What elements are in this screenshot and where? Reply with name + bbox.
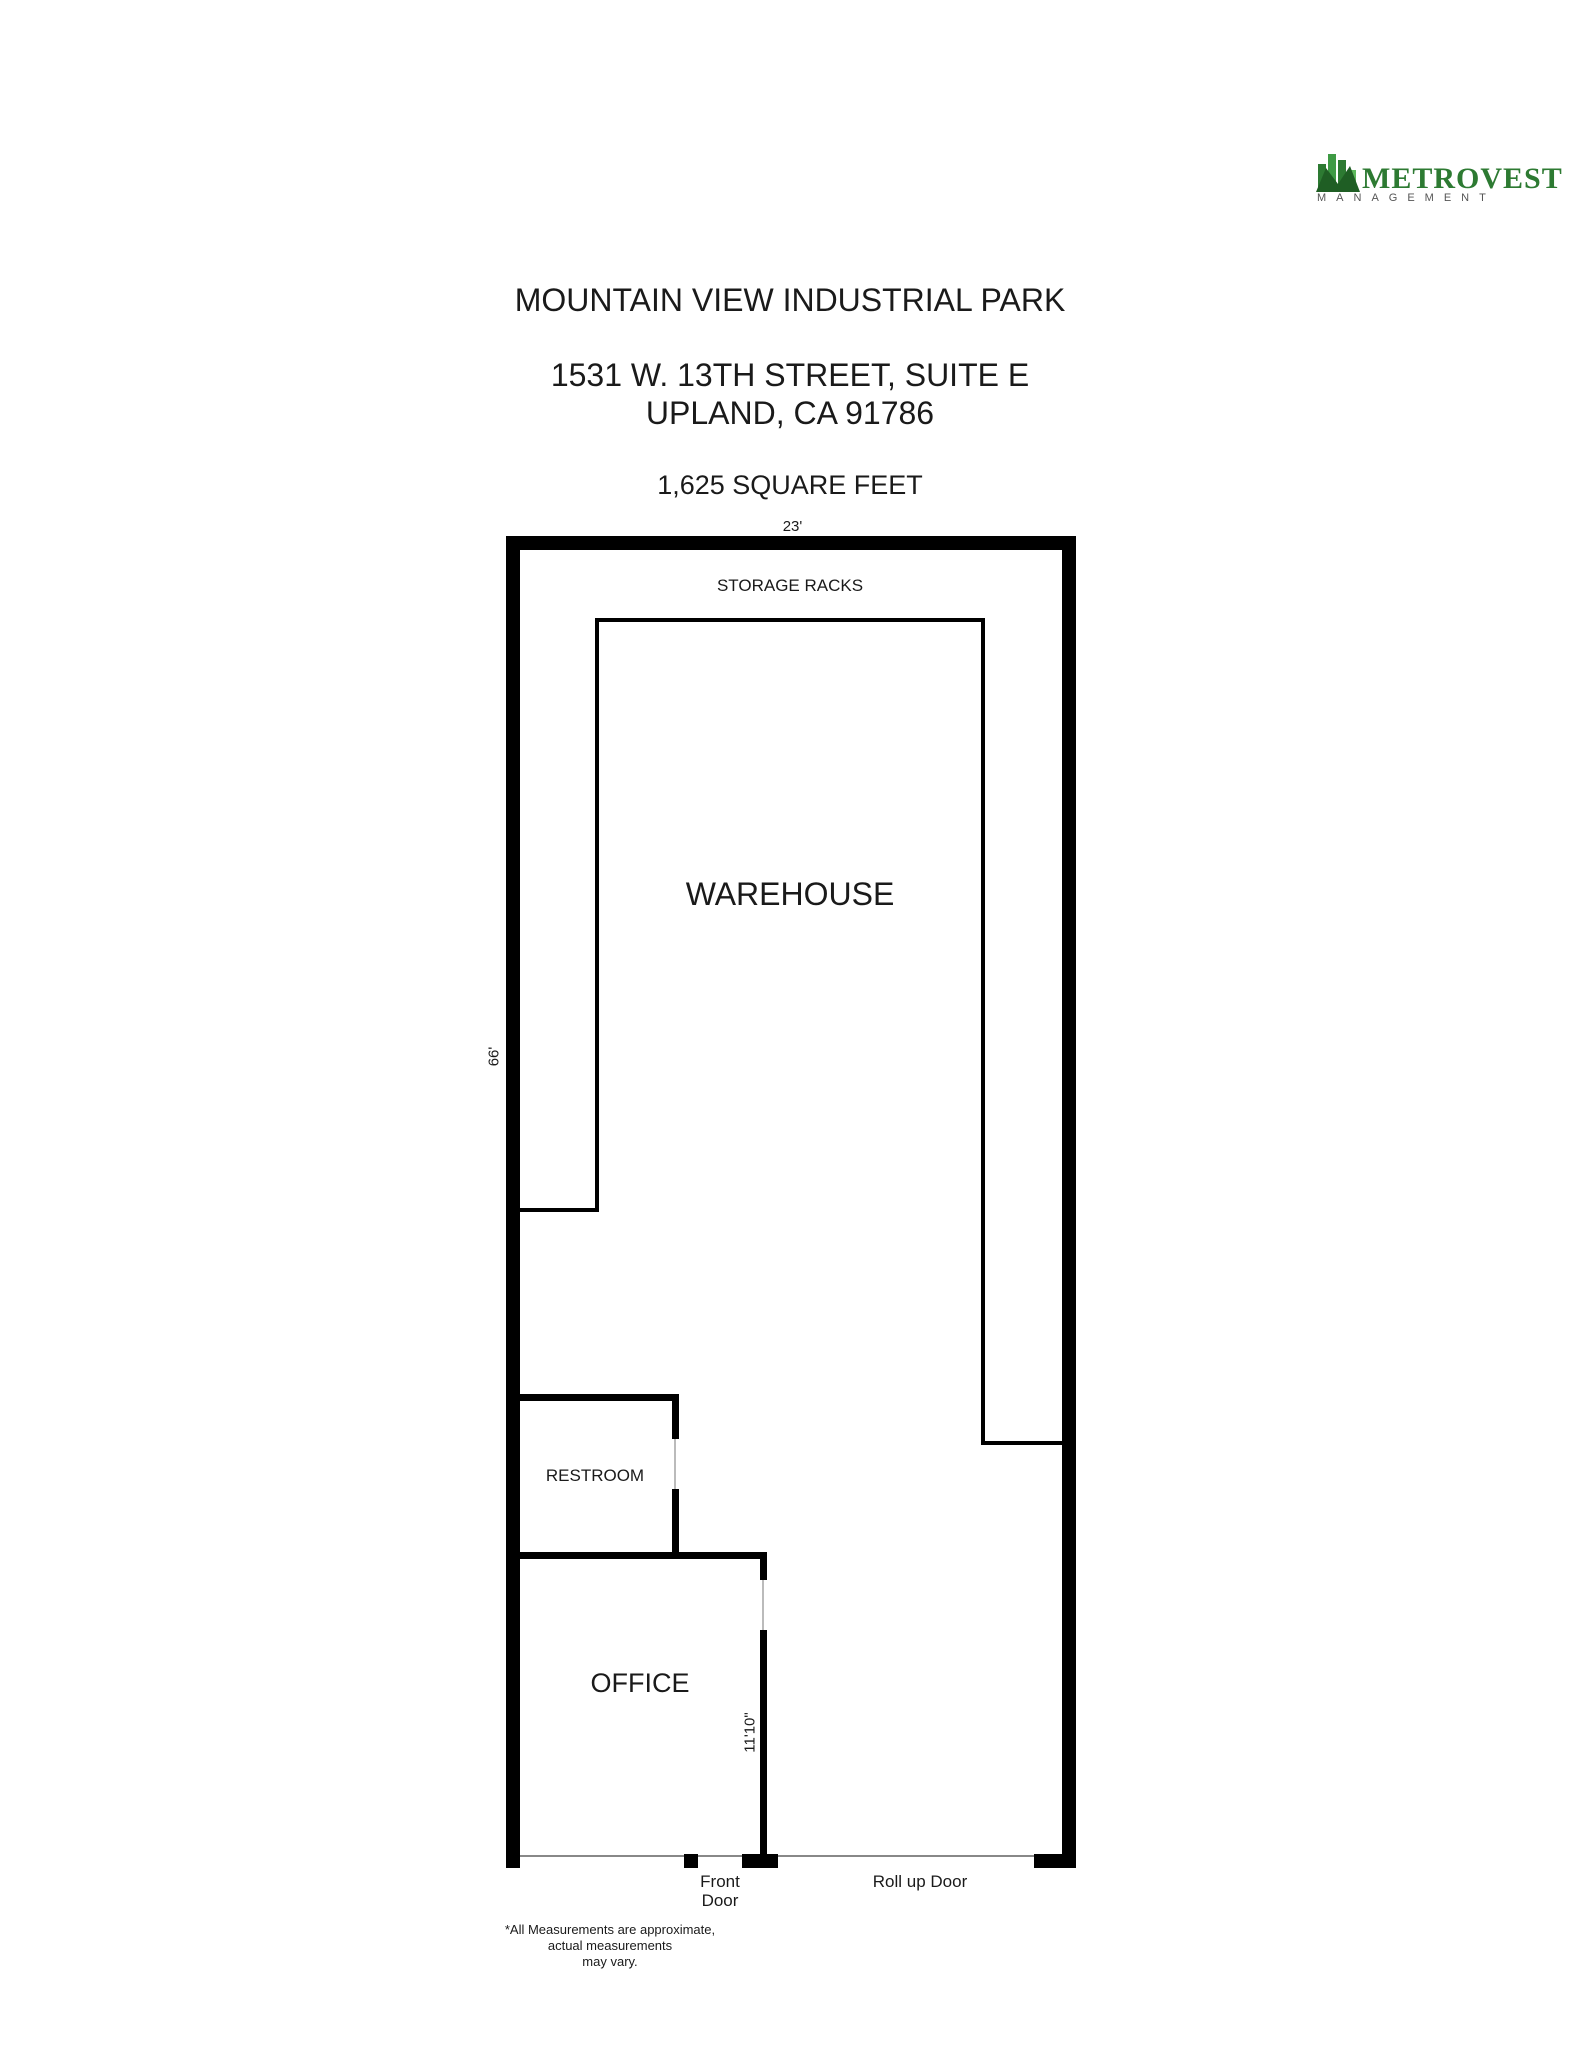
restroom-label: RESTROOM xyxy=(545,1466,645,1485)
square-footage: 1,625 SQUARE FEET xyxy=(657,470,923,500)
note-line-2: actual measurements xyxy=(547,1938,673,1953)
note-line-1: *All Measurements are approximate, xyxy=(504,1922,716,1937)
office-label: OFFICE xyxy=(590,1668,690,1698)
logo-subtitle: MANAGEMENT xyxy=(1317,192,1496,204)
property-title: MOUNTAIN VIEW INDUSTRIAL PARK xyxy=(514,282,1066,318)
front-door-label-line1: Front xyxy=(700,1872,740,1891)
address-line-2: UPLAND, CA 91786 xyxy=(645,395,935,431)
width-dimension: 23' xyxy=(782,518,803,535)
office-depth-dimension: 11'10" xyxy=(741,1712,759,1753)
length-dimension: 66' xyxy=(485,1046,503,1067)
front-door-label xyxy=(680,1872,760,1910)
warehouse-label: WAREHOUSE xyxy=(685,876,895,912)
storage-racks-outline xyxy=(520,620,1062,1443)
address-line-1: 1531 W. 13TH STREET, SUITE E xyxy=(550,357,1030,393)
storage-racks-label: STORAGE RACKS xyxy=(716,576,864,595)
note-line-3: may vary. xyxy=(582,1954,638,1969)
rollup-door-label: Roll up Door xyxy=(872,1872,968,1891)
logo-name: METROVEST xyxy=(1362,162,1563,195)
measurement-note xyxy=(480,1922,740,1970)
front-door-label-line2: Door xyxy=(701,1891,739,1910)
